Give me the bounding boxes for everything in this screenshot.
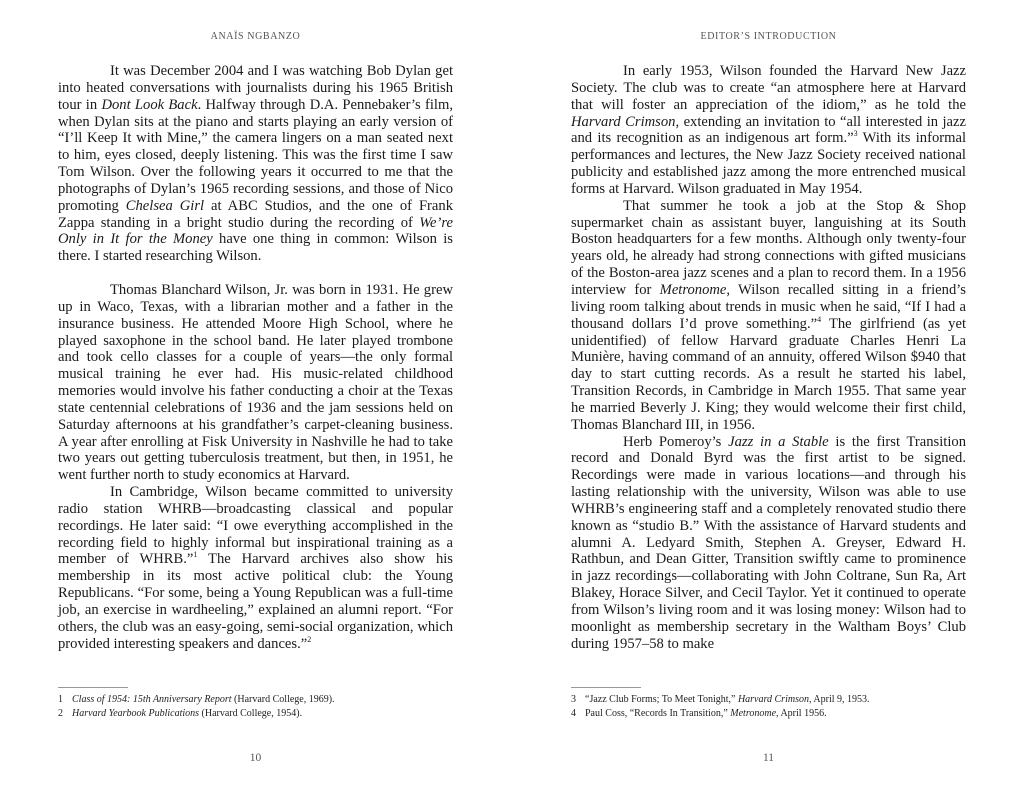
italic-title: Jazz in a Stable	[728, 433, 829, 450]
text-run: , April 9, 1953.	[808, 694, 870, 705]
text-run: , extending an invitation to “all interested in jazz and its recognition as an indigenous art form.”	[571, 113, 966, 147]
italic-title: We’re Only in It for the Money	[58, 214, 453, 248]
paragraph	[58, 63, 453, 265]
left-page	[58, 0, 453, 786]
italic-title: Chelsea Girl	[125, 197, 205, 214]
paragraph	[571, 198, 966, 434]
text-run: have one thing in common: Wilson is there. I started researching Wilson.	[58, 231, 453, 265]
italic-title: Harvard Crimson	[571, 113, 676, 130]
footnote-ref: 4	[817, 314, 822, 324]
footnote-rule	[571, 687, 641, 688]
footnote-text	[72, 708, 302, 719]
italic-title: Metronome	[730, 708, 777, 719]
footnote-ref: 2	[307, 634, 312, 644]
running-head-title: EDITOR’S INTRODUCTION	[700, 31, 837, 42]
footnote-number: 1	[58, 694, 63, 705]
text-run: It was December 2004 and I was watching Bob Dylan get into heated conversations with journalists during his 1965 British tour in	[58, 63, 453, 113]
text-run: That summer he took a job at the Stop & Shop supermarket chain as assistant buyer, languishing at its South Boston headquarters for a few months. Although only twenty-four years old, he already had strong connections with gifted musicians of the Boston-area jazz scenes and a plan to record them. In a 1956 interview for	[571, 197, 966, 298]
text-run: “Jazz Club Forms; To Meet Tonight,”	[585, 694, 738, 705]
page-number: 10	[249, 752, 262, 764]
paragraph	[571, 434, 966, 653]
text-run: Thomas Blanchard Wilson, Jr. was born in 1931. He grew up in Waco, Texas, with a librarian mother and a father in the insurance business. He attended Moore High School, where he played saxophone in the school band. He later played trombone and took cello classes for a couple of years—the only formal musical training he ever had. His music-related childhood memories would involve his father conducting a choir at the Texas state centennial celebrations of 1936 and the jam sessions held on Saturday afternoons at his grandfather’s carpet-cleaning business. A year after enrolling at Fisk University in Nashville he had to take two years out getting tuberculosis treatment, but then, in 1951, he went further north to study economics at Harvard.	[58, 281, 453, 484]
italic-title: Harvard Yearbook Publications	[72, 708, 200, 719]
text-run: Herb Pomeroy’s	[623, 433, 729, 450]
text-run: Paul Coss, “Records In Transition,”	[585, 708, 731, 719]
footnote-text	[72, 694, 335, 705]
paragraph	[58, 484, 453, 652]
italic-title: Harvard Crimson	[737, 694, 809, 705]
footnote-ref: 1	[193, 550, 198, 560]
footnote-number: 3	[571, 694, 576, 705]
footnote-ref: 3	[853, 129, 858, 139]
text-run: The Harvard archives also show his membership in its most active political club: the Young Republicans. “For some, being a Young Republican was a full-time job, an exercise in wardheeling,” explained an alumni report. “For others, the club was an easy-going, semi-social organization, which provided interesting speakers and dances.”	[58, 551, 453, 652]
italic-title: Dont Look Back	[101, 96, 198, 113]
text-run: . Halfway through D.A. Pennebaker’s film, when Dylan sits at the piano and starts playing an early version of “I’ll Keep It with Mine,” the camera lingers on a man seated next to him, eyes closed, deeply listening. This was the first time I saw Tom Wilson. Over the following years it occurred to me that the photographs of Dylan’s 1965 recording sessions, and those of Nico promoting	[58, 96, 453, 214]
text-run: is the first Transition record and Donald Byrd was the first artist to be signed. Recordings were made in various locations—and through his lasting relationship with the university, Wilson was able to use WHRB’s engineering staff and a completely renovated studio there known as “studio B.” With the assistance of Harvard students and alumni A. Ledyard Smith, Stephen A. Greyser, Edward H. Rathbun, and Dean Gitter, Transition swiftly came to prominence in jazz recordings—collaborating with John Coltrane, Sun Ra, Art Blakey, Horace Silver, and Cecil Taylor. Yet it continued to operate from Wilson’s living room and it was losing money: Wilson had to moonlight as membership secretary in the Waltham Boys’ Club during 1957–58 to make	[571, 433, 966, 652]
footnote-text	[585, 708, 827, 719]
footnote	[58, 693, 453, 707]
footnote-number: 2	[58, 708, 63, 719]
footnote-rule	[58, 687, 128, 688]
footnotes	[58, 687, 453, 721]
running-head-author: ANAÏS NGBANZO	[210, 31, 301, 42]
text-run: In Cambridge, Wilson became committed to university radio station WHRB—broadcasting classical and popular recordings. He later said: “I owe everything accomplished in the recording field to highly informal but inspirational training as a member of WHRB.”	[58, 484, 453, 568]
paragraph	[58, 282, 453, 484]
text-run: With its informal performances and lectures, the New Jazz Society received national publicity and established jazz among the more entrenched musical forms at Harvard. Wilson graduated in May 1954.	[571, 130, 966, 197]
paragraph	[571, 63, 966, 198]
body-text	[571, 63, 966, 653]
body-text	[58, 63, 453, 653]
text-run: , April 1956.	[776, 708, 827, 719]
footnote	[571, 707, 966, 721]
text-run: at ABC Studios, and the one of Frank Zappa standing in a bright studio during the recording of	[58, 197, 453, 231]
text-run: (Harvard College, 1969).	[231, 694, 335, 705]
footnote-text	[585, 694, 870, 705]
text-run: The girlfriend (as yet unidentified) of fellow Harvard graduate Charles Henri La Munière, having command of an annuity, offered Wilson $940 that day to start cutting records. As a result he started his label, Transition Records, in Cambridge in March 1955. That same year he married Beverly J. King; they would welcome their first child, Thomas Blanchard III, in 1956.	[571, 315, 966, 433]
right-page	[571, 0, 966, 786]
footnote	[571, 693, 966, 707]
text-run: (Harvard College, 1954).	[199, 708, 303, 719]
italic-title: Metronome	[659, 281, 727, 298]
footnote	[58, 707, 453, 721]
footnotes	[571, 687, 966, 721]
text-run: In early 1953, Wilson founded the Harvard New Jazz Society. The club was to create “an atmosphere here at Harvard that will foster an appreciation of the idiom,” as he told the	[571, 63, 966, 113]
footnote-number: 4	[571, 708, 576, 719]
text-run: , Wilson recalled sitting in a friend’s living room talking about trends in music when he said, “If I had a thousand dollars I’d prove something.”	[571, 281, 966, 332]
italic-title: Class of 1954: 15th Anniversary Report	[72, 694, 232, 705]
page-number: 11	[762, 752, 775, 764]
